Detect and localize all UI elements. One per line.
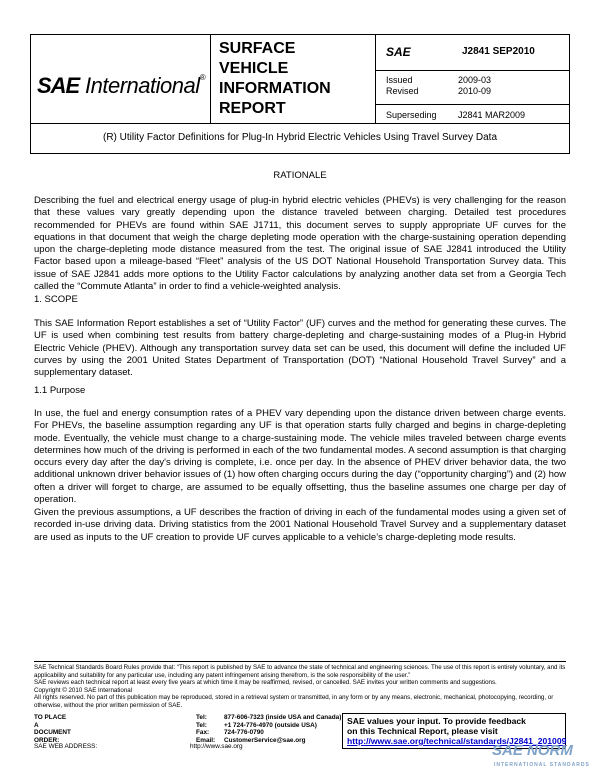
feedback-line: on this Technical Report, please visit bbox=[347, 726, 498, 736]
sae-norm-watermark bbox=[492, 742, 592, 772]
sae-logo-mark: SAE bbox=[37, 73, 80, 98]
web-address-link[interactable]: http://www.sae.org bbox=[190, 743, 243, 750]
feedback-link[interactable]: http://www.sae.org/technical/standards/J2841_201009 bbox=[347, 736, 567, 746]
report-type-line: SURFACE bbox=[219, 40, 296, 57]
watermark-subtext: INTERNATIONAL STANDARDS bbox=[494, 762, 590, 768]
footer-line: SAE Technical Standards Board Rules provide that: “This report is published by SAE to advance the state of technical and engineering sciences. The use of this report is entirely voluntary, and its applicability and suitability for any particular use, including any patent infringement arising therefrom, is the sole responsibility of the user.” bbox=[34, 664, 566, 679]
rationale-text: Describing the fuel and electrical energy usage of plug-in hybrid electric vehicles (PHEVs) is very challenging for the reason that these values vary greatly depending upon the distance traveled between charging. Detailed test procedures recommended for PHEVs are found within SAE J1711, this document serves to supply appropriate UF curves for the equations in that document that weigh the charge depleting mode operation with the charge-sustaining operation depending upon the charge-depleting mode distance measured from the test. The original issue of SAE J2841 introduced the Utility Factor based upon a mileage-based “Fleet” analysis of the US DOT National Household Transportation Survey data. This issue of SAE J2841 adds more options to the Utility Factor calculations by analyzing another data set from a Georgia Tech called the “Commute Atlanta” in order to find a vehicle-weighted analysis. bbox=[34, 195, 566, 293]
report-type bbox=[211, 35, 376, 123]
report-type-line: REPORT bbox=[219, 100, 286, 117]
footer-line: SAE reviews each technical report at least every five years at which time it may be reaffirmed, revised, or cancelled. SAE invites your written comments and suggestions. bbox=[34, 679, 497, 687]
superseding-row bbox=[376, 105, 570, 125]
contact-value: 724-776-0790 bbox=[224, 729, 264, 737]
superseding-label: Superseding bbox=[386, 110, 437, 120]
doc-number: J2841 SEP2010 bbox=[462, 46, 535, 57]
footer-line: All rights reserved. No part of this publication may be reproduced, stored in a retrieval system or transmitted, in any form or by any means, electronic, mechanical, photocopying, recording, or otherwise, without the prior written permission of SAE. bbox=[34, 694, 554, 709]
revised-value: 2010-09 bbox=[458, 86, 492, 96]
logo-international-text: International bbox=[85, 73, 200, 98]
report-type-line: VEHICLE bbox=[219, 60, 289, 77]
order-label: TO PLACE A DOCUMENT ORDER: bbox=[34, 714, 71, 744]
document-header bbox=[30, 34, 570, 124]
contact-label: Tel: bbox=[196, 714, 207, 721]
purpose-text-2: Given the previous assumptions, a UF describes the fraction of driving in each of the fundamental modes using a given set of recorded in-use driving data. Driving statistics from the 2001 National Household Travel Survey and a supplementary dataset are used as inputs to the UF creation to provide UF curves applicable to a vehicle’s charge-depleting mode results. bbox=[34, 507, 566, 543]
scope-heading: 1. SCOPE bbox=[34, 294, 78, 305]
contact-value: +1 724-776-4970 (outside USA) bbox=[224, 721, 317, 729]
issued-value: 2009-03 bbox=[458, 75, 492, 85]
revised-label: Revised bbox=[386, 86, 419, 96]
sae-mini-logo: SAE bbox=[386, 45, 411, 59]
contact-label: Tel: bbox=[196, 721, 207, 729]
sae-logo-wordmark bbox=[85, 73, 205, 99]
scope-text: This SAE Information Report establishes a set of “Utility Factor” (UF) curves and the method for generating these curves. The UF is used when combining test results from battery charge-depleting and charge-sustaining modes of a Plug-in Hybrid Electric Vehicle (PHEV). Although any transportation survey data set can be used, this document will define the included UF curves by using the 2001 United States Department of Transportation (DOT) “National Household Travel Survey” and a supplementary dataset. bbox=[34, 318, 566, 379]
purpose-text-1: In use, the fuel and energy consumption rates of a PHEV vary depending upon the distance driven between charge events. For PHEVs, the baseline assumption regarding any UF is that operation starts fully charged and begins in charge-depleting mode. Eventually, the vehicle must change to a charge-sustaining mode. The vehicle miles traveled between charge events determines how much of the driving is performed in each of the two fundamental modes. A second assumption is that charging occurs every day after the day's driving is complete, i.e. once per day. In the absence of PHEV driver behavior data, the two additional unknown driver behavior issues of (1) how often charging occurs during the day (“opportunity charging”) and (2) how often a driver will forget to charge, are assumed to be equally offsetting, thus the baseline assumes one charge per day of operation. bbox=[34, 408, 566, 506]
contact-label: Fax: bbox=[196, 729, 210, 737]
report-type-line: INFORMATION bbox=[219, 80, 331, 97]
contact-label: Email: bbox=[196, 736, 216, 744]
web-address-label: SAE WEB ADDRESS: bbox=[34, 743, 98, 750]
web-address bbox=[34, 743, 243, 750]
purpose-heading: 1.1 Purpose bbox=[34, 385, 86, 396]
document-meta bbox=[376, 35, 570, 123]
contact-email[interactable]: CustomerService@sae.org bbox=[224, 736, 306, 744]
sae-logo bbox=[31, 35, 211, 123]
watermark-text: SAE NORM bbox=[492, 742, 573, 759]
legal-footer bbox=[34, 661, 566, 710]
logo-trademark: ® bbox=[199, 73, 205, 82]
doc-number-row bbox=[376, 35, 570, 71]
contact-value: 877-606-7323 (inside USA and Canada) bbox=[224, 714, 342, 721]
document-title: (R) Utility Factor Definitions for Plug-In Hybrid Electric Vehicles Using Travel Survey Data bbox=[30, 124, 570, 154]
footer-line: Copyright © 2010 SAE International bbox=[34, 686, 133, 694]
feedback-line: SAE values your input. To provide feedback bbox=[347, 716, 526, 726]
issued-label: Issued bbox=[386, 75, 413, 85]
issue-dates bbox=[376, 71, 570, 105]
superseding-value: J2841 MAR2009 bbox=[458, 110, 526, 120]
rationale-heading: RATIONALE bbox=[273, 170, 327, 181]
